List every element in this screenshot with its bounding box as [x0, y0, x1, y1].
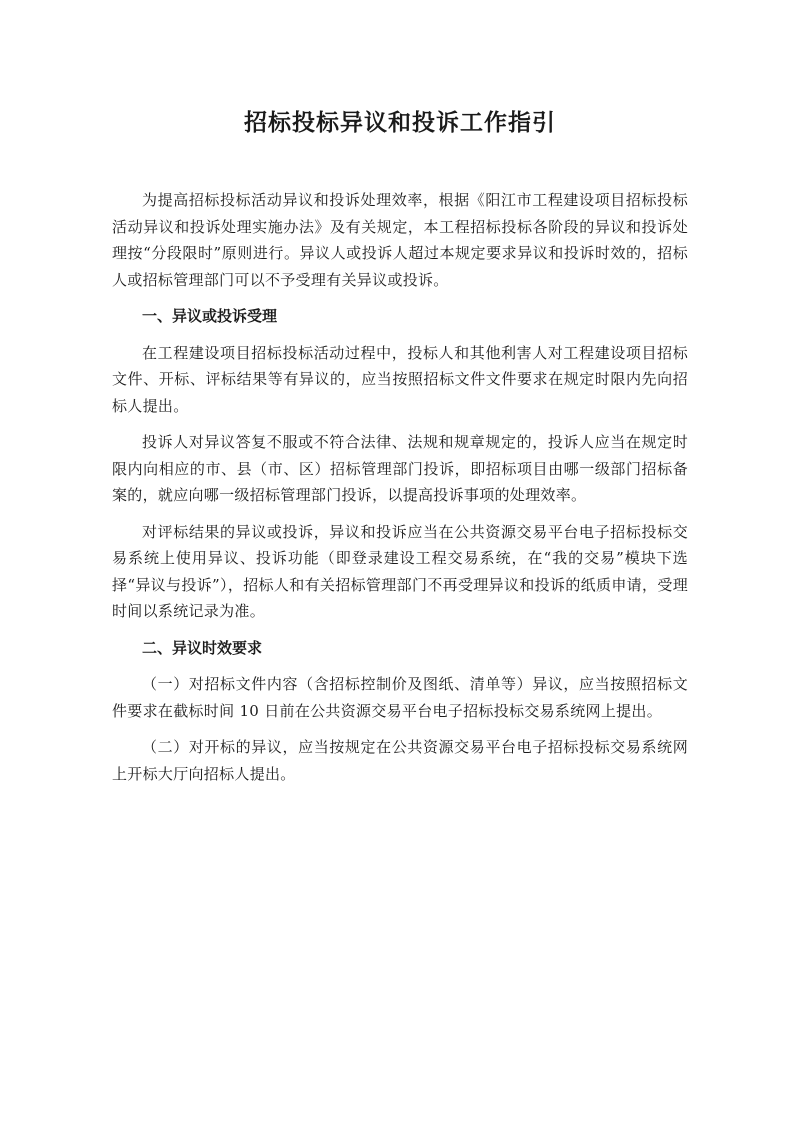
section1-paragraph-1: 在工程建设项目招标投标活动过程中，投标人和其他利害人对工程建设项目招标文件、开标、评标结果等有异议的，应当按照招标文件文件要求在规定时限内先向招标人提出。 [112, 343, 688, 415]
section2-paragraph-2: （二）对开标的异议，应当按规定在公共资源交易平台电子招标投标交易系统网上开标大厅向招标人提出。 [112, 738, 688, 783]
section2-heading: 二、异议时效要求 [142, 638, 263, 657]
intro-paragraph: 为提高招标投标活动异议和投诉处理效率，根据《阳江市工程建设项目招标投标活动异议和投诉处理实施办法》及有关规定，本工程招标投标各阶段的异议和投诉处理按“分段限时”原则进行。异议人或投诉人超过本规定要求异议和投诉时效的，招标人或招标管理部门可以不予受理有关异议或投诉。 [112, 191, 688, 289]
section1-paragraph-3: 对评标结果的异议或投诉，异议和投诉应当在公共资源交易平台电子招标投标交易系统上使用异议、投诉功能（即登录建设工程交易系统，在“我的交易”模块下选择“异议与投诉”），招标人和有关招标管理部门不再受理异议和投诉的纸质申请，受理时间以系统记录为准。 [112, 522, 688, 620]
section2-paragraph-1: （一）对招标文件内容（含招标控制价及图纸、清单等）异议，应当按照招标文件要求在截标时间 10 日前在公共资源交易平台电子招标投标交易系统网上提出。 [112, 675, 688, 720]
section1-heading: 一、异议或投诉受理 [142, 307, 278, 325]
section1-paragraph-2: 投诉人对异议答复不服或不符合法律、法规和规章规定的，投诉人应当在规定时限内向相应的市、县（市、区）招标管理部门投诉，即招标项目由哪一级部门招标备案的，就应向哪一级招标管理部门投诉，以提高投诉事项的处理效率。 [112, 433, 688, 504]
document-body [112, 187, 688, 797]
document-title: 招标投标异议和投诉工作指引 [244, 109, 556, 136]
